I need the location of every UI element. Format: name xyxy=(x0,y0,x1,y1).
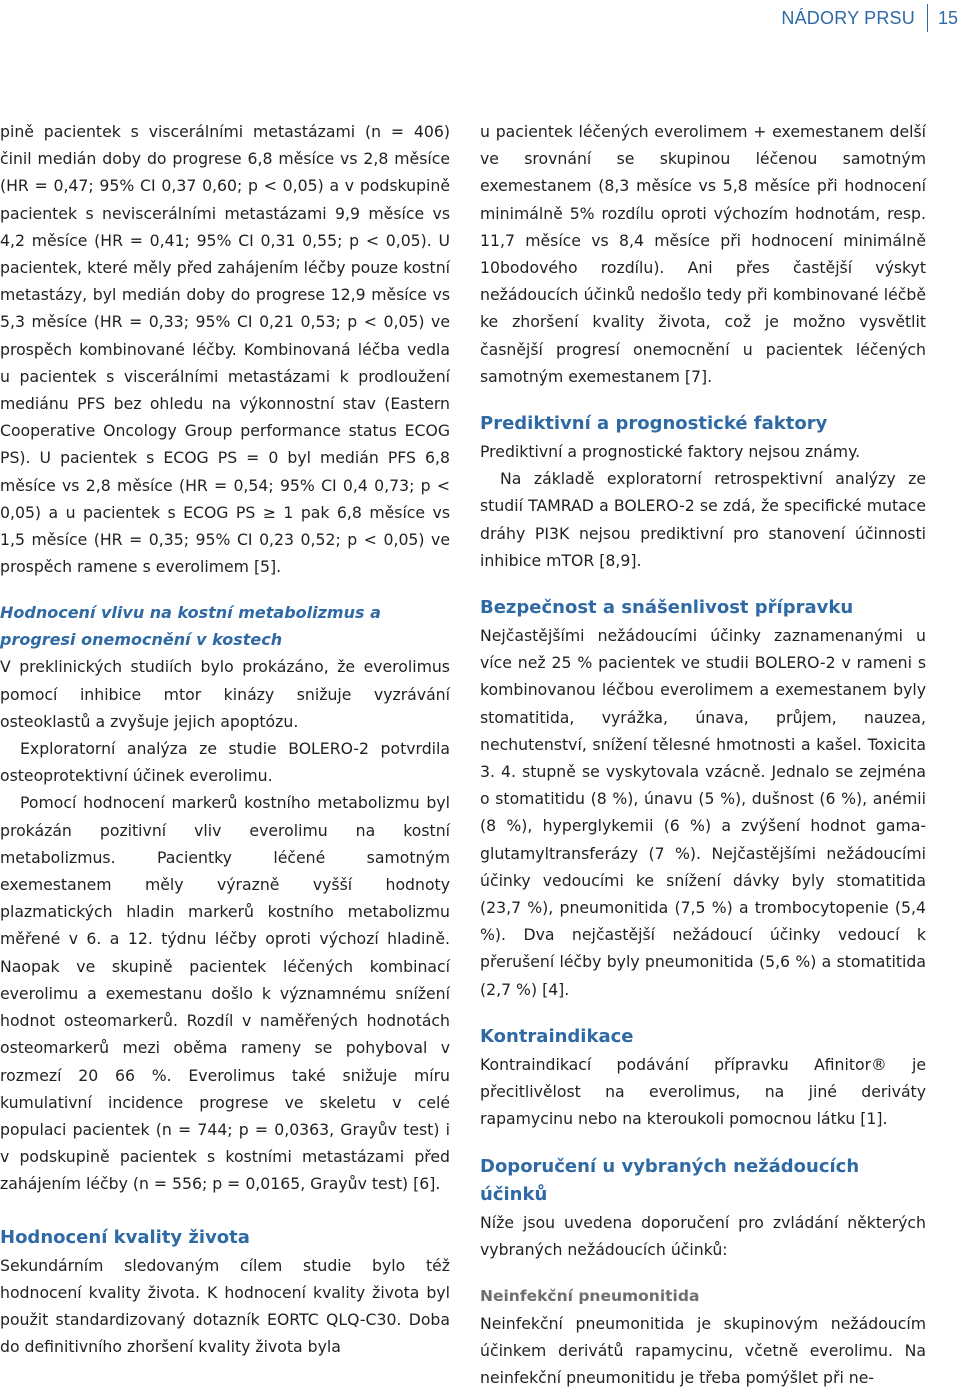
paragraph-quality-of-life: Sekundárním sledovaným cílem studie bylo též hodnocení kvality života. K hodnocení kvality života byl použit standardizovaný dotazník EORTC QLQ-C30. Doba do definitivního zhoršení kvality života byla xyxy=(0,1255,450,1357)
paragraph-preclinical: V preklinických studiích bylo prokázáno, že everolimus pomocí inhibice mtor kinázy snižuje vyzrávání osteoklastů a zvyšuje jejich apoptózu. xyxy=(0,657,450,731)
paragraph-qol-continued: u pacientek léčených everolimem + exemestanem delší ve srovnání se skupinou léčenou samotným exemestanem (8,3 měsíce vs 5,8 měsíce při hodnocení minimálně 5% rozdílu oproti výchozím hodnotám, resp. 11,7 měsíce vs 8,4 měsíce při hodnocení minimálně 10bodového rozdílu). Ani přes častější výskyt nežádoucích účinků nedošlo tedy při kombinované léčbě ke zhoršení kvality života, což je možno vysvětlit časnější progresí onemocnění u pacientek léčených samotným exemestanem [7]. xyxy=(480,122,926,386)
right-column xyxy=(480,118,926,1392)
paragraph-contraindications: Kontraindikací podávání přípravku Afinitor® je přecitlivělost na everolimus, na jiné deriváty rapamycinu nebo na kteroukoli pomocnou látku [1]. xyxy=(480,1054,926,1129)
paragraph-pfs-subgroups: pině pacientek s viscerálními metastázami (n = 406) činil medián doby do progrese 6,8 měsíce vs 2,8 měsíce (HR = 0,47; 95% CI 0,37 0,60; p < 0,05) a v podskupině pacientek s neviscerálními metastázami 9,9 měsíce vs 4,2 měsíce (HR = 0,41; 95% CI 0,31 0,55; p < 0,05). U pacientek, které měly před zahájením léčby pouze kostní metastázy, byl medián doby do progrese 12,9 měsíce vs 5,3 měsíce (HR = 0,33; 95% CI 0,21 0,53; p < 0,05) ve prospěch kombinované léčby. Kombinovaná léčba vedla u pacientek s viscerálními metastázami k prodloužení mediánu PFS bez ohledu na výkonnostní stav (Eastern Cooperative Oncology Group performance status ECOG PS). U pacientek s ECOG PS = 0 byl medián PFS 6,8 měsíce vs 2,8 měsíce (HR = 0,54; 95% CI 0,4 0,73; p < 0,05) a u pacientek s ECOG PS ≥ 1 pak 6,8 měsíce vs 1,5 měsíce (HR = 0,35; 95% CI 0,23 0,52; p < 0,05) ve prospěch ramene s everolimem [5]. xyxy=(0,122,450,577)
subheading-pneumonitis: Neinfekční pneumonitida xyxy=(480,1286,700,1305)
paragraph-bone-markers: Pomocí hodnocení markerů kostního metabolizmu byl prokázán pozitivní vliv everolimu na kostní metabolizmus. Pacientky léčené samotným exemestanem měly výrazně vyšší hodnoty plazmatických hladin markerů kostního metabolizmu měřené v 6. a 12. týdnu léčby oproti výchozí hladině. Naopak ve skupině pacientek léčených kombinací everolimu a exemestanu došlo k významnému snížení hodnot osteomarkerů. Rozdíl v naměřených hodnotách osteomarkerů mezi oběma rameny se pohyboval v rozmezí 20 66 %. Everolimus také snižuje míru kumulativní incidence progrese ve skeletu v celé populaci pacientek (n = 744; p = 0,0363, Grayův test) i v podskupině pacientek s kostními metastázami před zahájením léčby (n = 556; p = 0,0165, Grayův test) [6]. xyxy=(0,793,450,1194)
heading-bone-metabolism: Hodnocení vlivu na kostní metabolizmus a progresi onemocnění v kostech xyxy=(0,603,381,650)
paragraph-recommendations: Níže jsou uvedena doporučení pro zvládání některých vybraných nežádoucích účinků: xyxy=(480,1212,926,1259)
heading-safety: Bezpečnost a snášenlivost přípravku xyxy=(480,597,854,619)
heading-quality-of-life: Hodnocení kvality života xyxy=(0,1226,250,1248)
heading-recommendations: Doporučení u vybraných nežádoucích účinků xyxy=(480,1155,860,1205)
heading-predictive-factors: Prediktivní a prognostické faktory xyxy=(480,413,828,435)
header-divider xyxy=(927,4,928,32)
paragraph-exploratory: Exploratorní analýza ze studie BOLERO-2 potvrdila osteoprotektivní účinek everolimu. xyxy=(0,739,450,786)
running-header xyxy=(781,4,960,32)
paragraph-adverse-events: Nejčastějšími nežádoucími účinky zaznamenanými u více než 25 % pacientek ve studii BOLERO-2 v rameni s kombinovanou léčbou everolimem a exemestanem byly stomatitida, vyrážka, únava, průjem, nauzea, nechutenství, snížení tělesné hmotnosti a kašel. Toxicita 3. 4. stupně se vyskytovala vzácně. Jednalo se zejména o stomatitidu (8 %), únavu (5 %), dušnost (6 %), anémii (8 %), hyperglykemii (6 %) a zvýšení hodnot gama-glutamyltransferázy (7 %). Nejčastějšími nežádoucími účinky vedoucími ke snížení dávky byly stomatitida (23,7 %), pneumonitida (7,5 %) a trombocytopenie (5,4 %). Dva nejčastější nežádoucí účinky vedoucí k přerušení léčby byly pneumonitida (5,6 %) a stomatitida (2,7 %) [4]. xyxy=(480,626,926,999)
heading-contraindications: Kontraindikace xyxy=(480,1025,634,1047)
paragraph-predictive-unknown: Prediktivní a prognostické faktory nejsou známy. xyxy=(480,442,861,462)
paragraph-pi3k: Na základě exploratorní retrospektivní analýzy ze studií TAMRAD a BOLERO-2 se zdá, že specifické mutace dráhy PI3K nejsou prediktivní pro stanovení účinnosti inhibice mTOR [8,9]. xyxy=(480,469,926,570)
left-column xyxy=(0,118,450,1360)
page-number: 15 xyxy=(937,7,958,28)
journal-title: NÁDORY PRSU xyxy=(781,7,915,28)
paragraph-pneumonitis: Neinfekční pneumonitida je skupinovým nežádoucím účinkem derivátů rapamycinu, včetně everolimu. Na neinfekční pneumonitidu je třeba pomýšlet při ne- xyxy=(480,1313,926,1388)
